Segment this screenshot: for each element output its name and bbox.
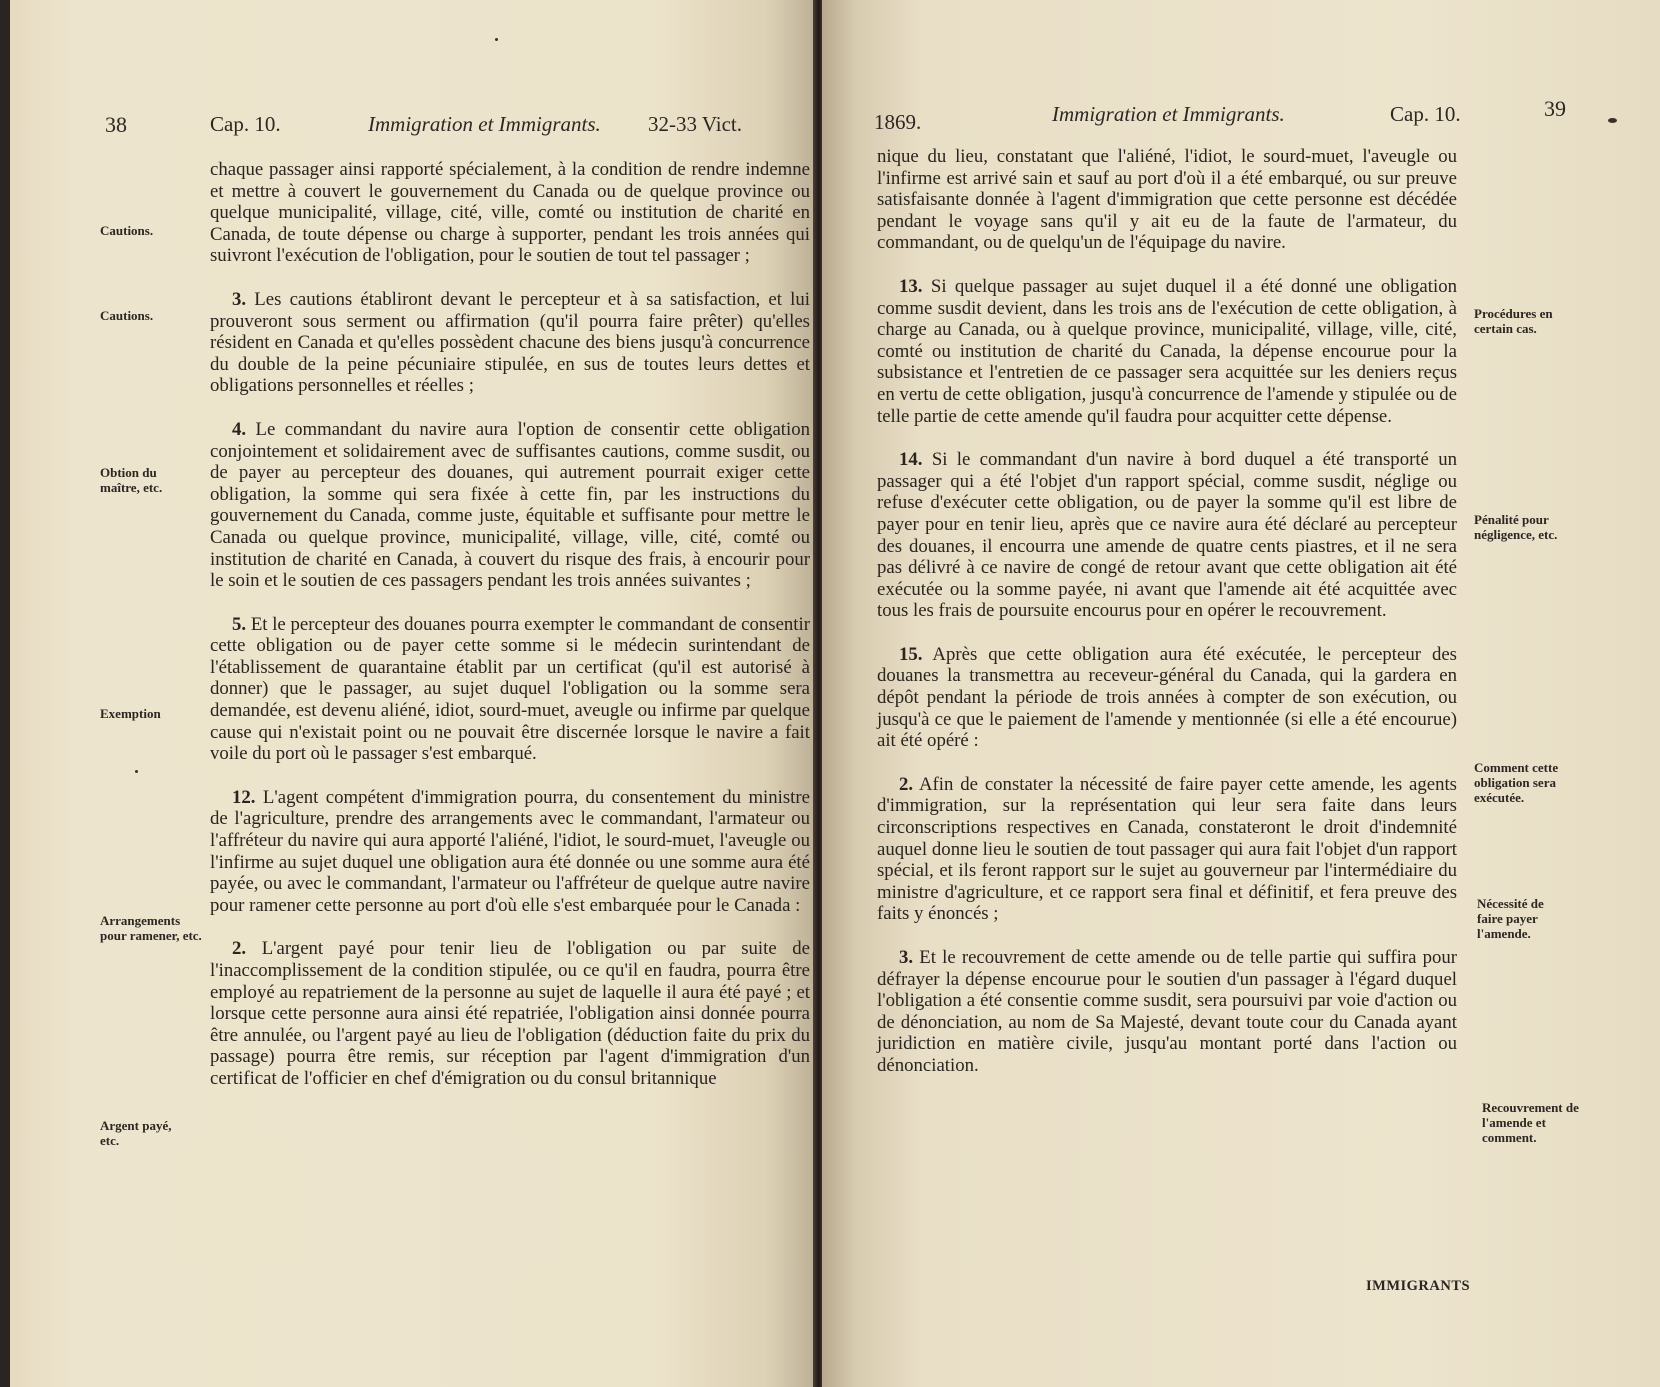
paragraph [877,276,1457,427]
margin-note: Argent payé, etc. [100,1118,172,1148]
section-number: 5. [232,613,247,635]
right-running-head [822,96,1660,138]
paragraph-text: chaque passager ainsi rapporté spécialement, à la condition de rendre indemne et mettre à couvert le gouvernement du Canada ou de quelque province ou quelque municipalité, village, cité, ville, comté ou institution de charité en Canada, de toute dépense ou charge à supporter, pendant les trois années qui suivront l'exécution de l'obligation, pour le soutien de tout tel passager ; [210,159,810,267]
left-page-number: 38 [105,112,127,137]
margin-note: Cautions. [100,308,154,323]
margin-note: Cautions. [100,223,154,238]
left-running-head [10,112,815,148]
paragraph-text: Les cautions établiront devant le percepteur et à sa satisfaction, et lui prouveront sous serment ou affirmation (qu'il pourra faire prêter) qu'elles résident en Canada et qu'elles possèdent chacune des biens jusqu'à concurrence du double de la peine pécuniaire stipulée, en sus de toutes leurs dettes et obligations personnelles et réelles ; [210,288,810,397]
left-page [10,0,815,1387]
paragraph-text: Et le recouvrement de cette amende ou de telle partie qui suffira pour défrayer la dépense encourue pour le soutien d'un passager à l'égard duquel l'obligation a été consentie comme susdit, sera poursuivi par voie d'action ou de dénonciation, au nom de Sa Majesté, devant toute cour du Canada ayant juridiction en matière civile, jusqu'au montant porté dans l'action ou dénonciation. [877,947,1457,1076]
section-number: 3. [899,947,914,968]
section-number: 15. [899,643,923,665]
section-number: 13. [899,275,923,297]
margin-note: Nécessité de faire payer l'amende. [1477,896,1544,941]
right-year: 1869. [874,110,922,134]
paragraph [210,289,810,397]
paragraph-text: Et le percepteur des douanes pourra exempter le commandant de consentir cette obligation ou de payer cette somme si le médecin surintendant de l'établissement de quarantaine établit par un certificat (qu'il est autorisé à donner) que le passager, au sujet duquel l'obligation ou la somme sera demandée, est devenu aliéné, idiot, sourd-muet, aveugle ou infirme par quelque cause qui n'existait point ou ne pouvait être discernée lorsque le navire a fait voile du port où le passager s'est embarqué. [210,613,810,765]
ink-speck [1608,118,1617,123]
paragraph-text: Si le commandant d'un navire à bord duquel a été transporté un passager qui a été l'objet d'un rapport spécial, comme susdit, néglige ou refuse d'exécuter cette obligation, ou de payer la somme qu'il est libre de payer pour en tenir lieu, après que ce navire aura été déclaré au percepteur des douanes, il encourra une amende de quatre cents piastres, et il ne sera pas délivré à ce navire de congé de retour avant que cette obligation ait été exécutée ou la somme payée, ni avant que l'amende ait été acquittée avec tous les frais de poursuite encourus pour en opérer le recouvrement. [877,449,1457,622]
section-number: 14. [899,449,923,471]
margin-note: Exemption [100,706,161,721]
left-body-text [210,159,810,1090]
paragraph-text: Le commandant du navire aura l'option de consentir cette obligation conjointement et solidairement avec de suffisantes cautions, comme susdit, ou de payer au percepteur des douanes, qui autrement pourrait exiger cette obligation, la somme qui sera fixée à cette fin, par les instructions du gouvernement du Canada, comme juste, équitable et suffisante pour mettre le Canada ou quelque province, municipalité, village, ville, cité, comté ou institution de charité en Canada, à couvert du risque des frais, à encourir pour le soin et le soutien de ces passagers pendant les trois années suivantes ; [210,418,810,592]
left-running-title: Immigration et Immigrants. [368,112,601,136]
right-running-title: Immigration et Immigrants. [1052,102,1285,126]
paragraph [877,146,1457,254]
right-page-number: 39 [1544,96,1566,121]
section-number: 12. [232,786,256,808]
section-number: 2. [899,773,914,795]
catchword: IMMIGRANTS [1366,1278,1471,1294]
margin-note: Recouvrement de l'amende et comment. [1482,1100,1579,1145]
paragraph [877,774,1457,925]
right-page [822,0,1660,1387]
paragraph [210,614,810,765]
margin-note: Procédures en certain cas. [1474,306,1553,336]
section-number: 4. [232,418,247,440]
paragraph [210,938,810,1089]
margin-note: Obtion du maître, etc. [100,465,163,495]
paragraph [877,644,1457,752]
left-chapter: Cap. 10. [210,112,281,136]
margin-note: Pénalité pour négligence, etc. [1474,512,1558,542]
paragraph-text: Afin de constater la nécessité de faire payer cette amende, les agents d'immigration, sur la représentation qui leur sera faite dans leurs circonscriptions respectives en Canada, constateront le droit d'indemnité auquel donne lieu le soutien de tout passager qui aura fait l'objet d'un rapport spécial, et ils feront rapport sur le sujet au gouverneur par l'intermédiaire du ministre d'agriculture, et ce rapport sera final et définitif, et fera preuve des faits y énoncés ; [877,773,1457,925]
paragraph-text: nique du lieu, constatant que l'aliéné, l'idiot, le sourd-muet, l'aveugle ou l'infirme est arrivé sain et sauf au port d'où il a été embarqué, ou sur preuve satisfaisante donnée à l'agent d'immigration que cette personne est décédée pendant le voyage sans qu'il y ait eu de la faute de l'armateur, du commandant, ou de quelqu'un de l'équipage du navire. [877,146,1457,254]
paragraph-text: L'agent compétent d'immigration pourra, du consentement du ministre de l'agriculture, prendre des arrangements avec le commandant, l'armateur ou l'affréteur du navire qui aura apporté l'aliéné, l'idiot, le sourd-muet, l'aveugle ou l'infirme au sujet duquel une obligation aura été donnée ou une somme aura été payée, ou avec le commandant, l'armateur ou l'affréteur de quelque autre navire pour ramener cette personne au port d'où elle s'est embarquée pour le Canada : [210,786,810,916]
left-regnal-year: 32-33 Vict. [648,112,743,136]
margin-note: Comment cette obligation sera exécutée. [1474,760,1559,805]
right-chapter: Cap. 10. [1390,102,1461,126]
paragraph-text: Si quelque passager au sujet duquel il a été donné une obligation comme susdit devient, dans les trois ans de l'exécution de cette obligation, à charge au Canada, ou à quelque province, municipalité, village, ville, cité, comté ou institution de charité du Canada, la dépense encourue pour la subsistance et l'entretien de ce passager sera acquittée sur les deniers reçus en vertu de cette obligation, jusqu'à concurrence de l'amende y stipulée ou de telle partie de cette amende qu'il faudra pour acquitter cette dépense. [877,275,1457,427]
paragraph [210,419,810,592]
section-number: 2. [232,938,247,960]
ink-speck [135,770,138,773]
paragraph [210,159,810,267]
paragraph-text: L'argent payé pour tenir lieu de l'obligation ou par suite de l'inaccomplissement de la condition stipulée, ou ce qu'il en faudra, pourra être employé au repatriement de la personne au sujet de laquelle il aura été payé ; et lorsque cette personne aura ainsi été repatriée, l'obligation ainsi donnée pourra être annulée, ou l'argent payé au lieu de l'obligation (déduction faite du prix du passage) pourra être remis, sur réception par l'agent d'immigration d'un certificat de l'officier en chef d'émigration ou du consul britannique [210,938,810,1089]
paragraph [877,449,1457,622]
paragraph [210,787,810,917]
margin-note: Arrangements pour ramener, etc. [100,913,202,943]
paragraph-text: Après que cette obligation aura été exécutée, le percepteur des douanes la transmettra au receveur-général du Canada, qui la gardera en dépôt pendant la période de trois années à compter de son exécution, ou jusqu'à ce que le paiement de l'amende y mentionnée (si elle a été encourue) ait été opéré : [877,643,1457,752]
right-body-text [877,146,1457,1077]
section-number: 3. [232,288,247,310]
paragraph [877,947,1457,1077]
ink-speck [495,38,498,41]
